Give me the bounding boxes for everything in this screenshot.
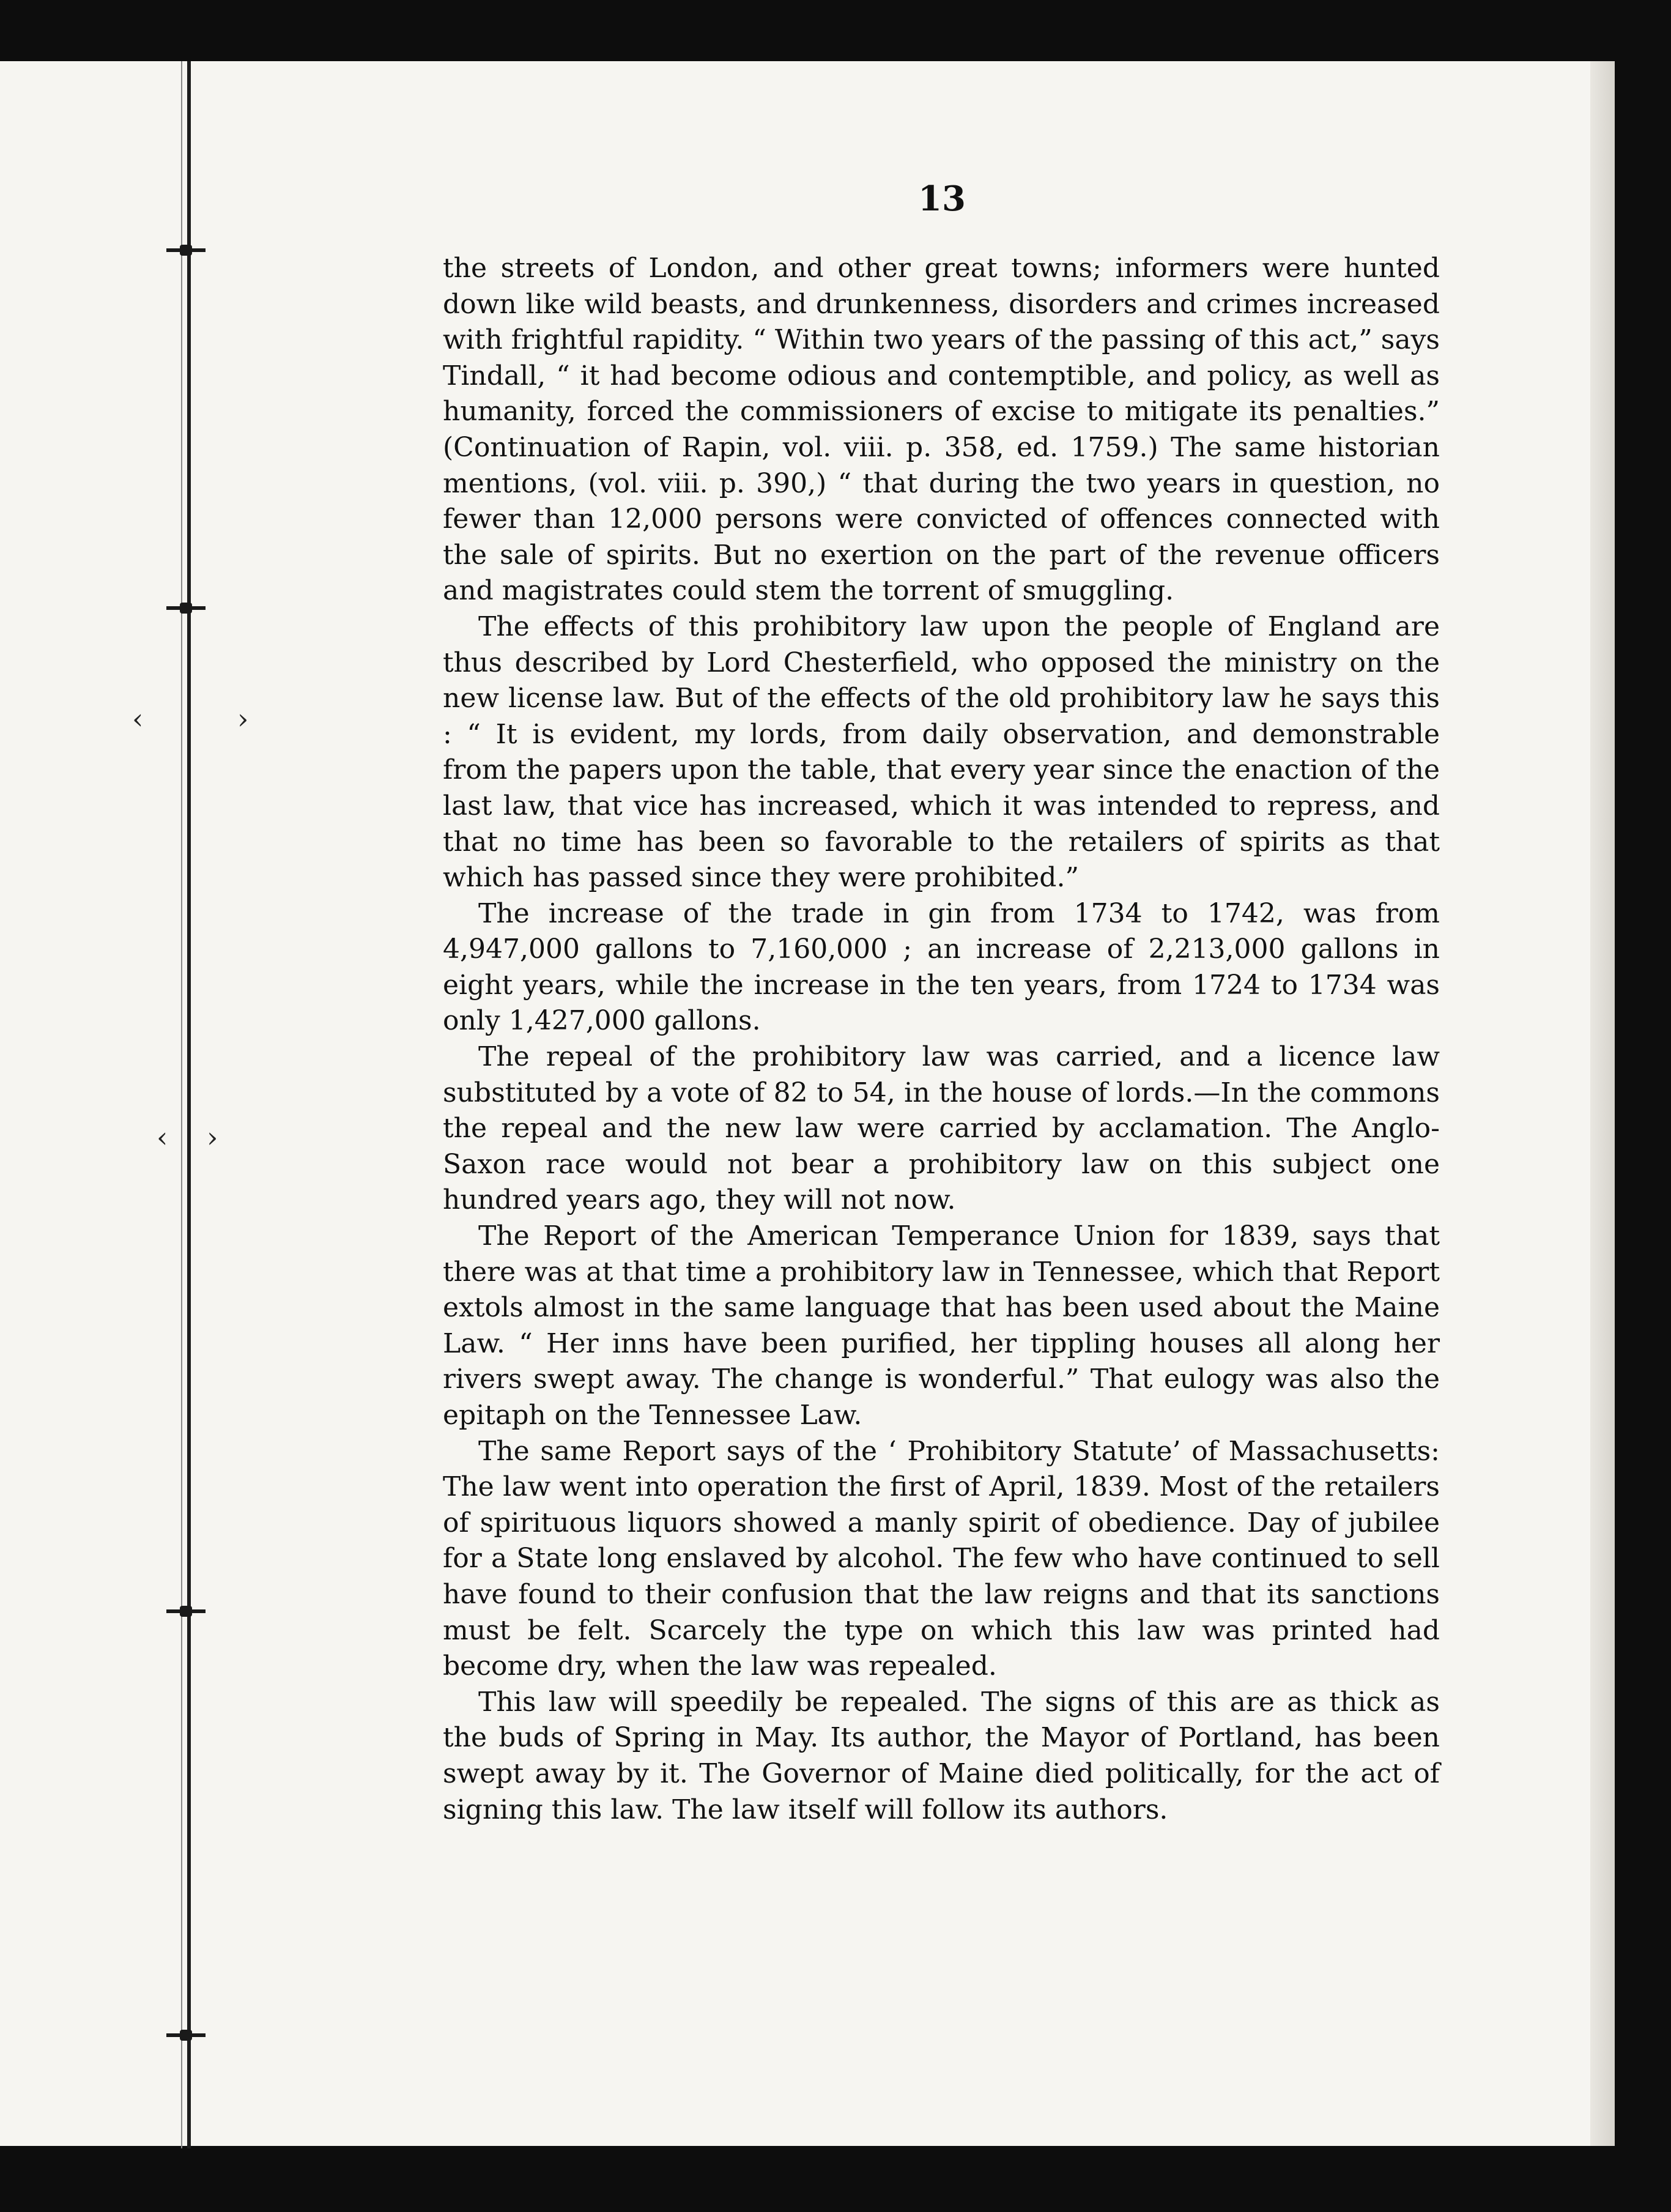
binding-stitch — [166, 1606, 206, 1617]
body-text — [443, 251, 1440, 1828]
paragraph: The Report of the American Temperance Union for 1839, says that there was at that time a prohibitory law in Tennessee, which that Report extols almost in the same language that has been used about the Maine Law. “ Her inns have been purified, her tippling houses all along her rivers swept away. The change is wonderful.” That eulogy was also the epitaph on the Tennessee Law. — [443, 1220, 1440, 1431]
scan-border-bottom — [0, 2146, 1671, 2212]
binding-stitch — [166, 245, 206, 256]
paragraph: The same Report says of the ‘ Prohibitory Statute’ of Massachusetts: The law went into operation the first of April, 1839. Most of the retailers of spirituous liquors showed a manly spirit of obedience. Day of jubilee for a State long enslaved by alcohol. The few who have continued to sell have found to their confusion that the law reigns and that its sanctions must be felt. Scarcely the type on which this law was printed had become dry, when the law was repealed. — [443, 1435, 1440, 1682]
scan-border-right — [1615, 0, 1671, 2212]
page-number: 13 — [918, 179, 966, 219]
page-edge-shadow — [1590, 61, 1615, 2148]
paragraph: the streets of London, and other great towns; informers were hunted down like wild beasts, and drunkenness, disorders and crimes increased with frightful rapidity. “ Within two years of the passing of this act,” says Tindall, “ it had become odious and contemptible, and policy, as well as humanity, forced the commissioners of excise to mitigate its penalties.” (Continuation of Rapin, vol. viii. p. 358, ed. 1759.) The same historian mentions, (vol. viii. p. 390,) “ that during the two years in question, no fewer than 12,000 persons were convicted of offences connected with the sale of spirits. But no exertion on the part of the revenue officers and magistrates could stem the torrent of smuggling. — [443, 253, 1440, 607]
binding-gutter-line — [181, 61, 182, 2148]
margin-tick-mark: › — [207, 1121, 218, 1154]
margin-tick-mark: › — [237, 702, 249, 735]
binding-stitch — [166, 603, 206, 614]
binding-stitch — [166, 2030, 206, 2041]
paragraph: The effects of this prohibitory law upon the people of England are thus described by Lord Chesterfield, who opposed the ministry on the new license law. But of the effects of the old prohibitory law he says this : “ It is evident, my lords, from daily observation, and demonstrable from the papers upon the table, that every year since the enaction of the last law, that vice has increased, which it was intended to repress, and that no time has been so favorable to the retailers of spirits as that which has passed since they were prohibited.” — [443, 611, 1440, 894]
binding-stitch-line — [187, 61, 191, 2148]
margin-tick-mark: ‹ — [132, 702, 144, 735]
paragraph: This law will speedily be repealed. The signs of this are as thick as the buds of Spring in May. Its author, the Mayor of Portland, has been swept away by it. The Governor of Maine died politically, for the act of signing this law. The law itself will follow its authors. — [443, 1686, 1440, 1825]
margin-tick-mark: ‹ — [157, 1121, 168, 1154]
scan-border-top — [0, 0, 1671, 64]
paragraph: The repeal of the prohibitory law was carried, and a licence law substituted by a vote of 82 to 54, in the house of lords.—In the commons the repeal and the new law were carried by acclamation. The Anglo-Saxon race would not bear a prohibitory law on this subject one hundred years ago, they will not now. — [443, 1041, 1440, 1216]
paragraph: The increase of the trade in gin from 1734 to 1742, was from 4,947,000 gallons to 7,160,000 ; an increase of 2,213,000 gallons in eight years, while the increase in the ten years, from 1724 to 1734 was only 1,427,000 gallons. — [443, 897, 1440, 1037]
